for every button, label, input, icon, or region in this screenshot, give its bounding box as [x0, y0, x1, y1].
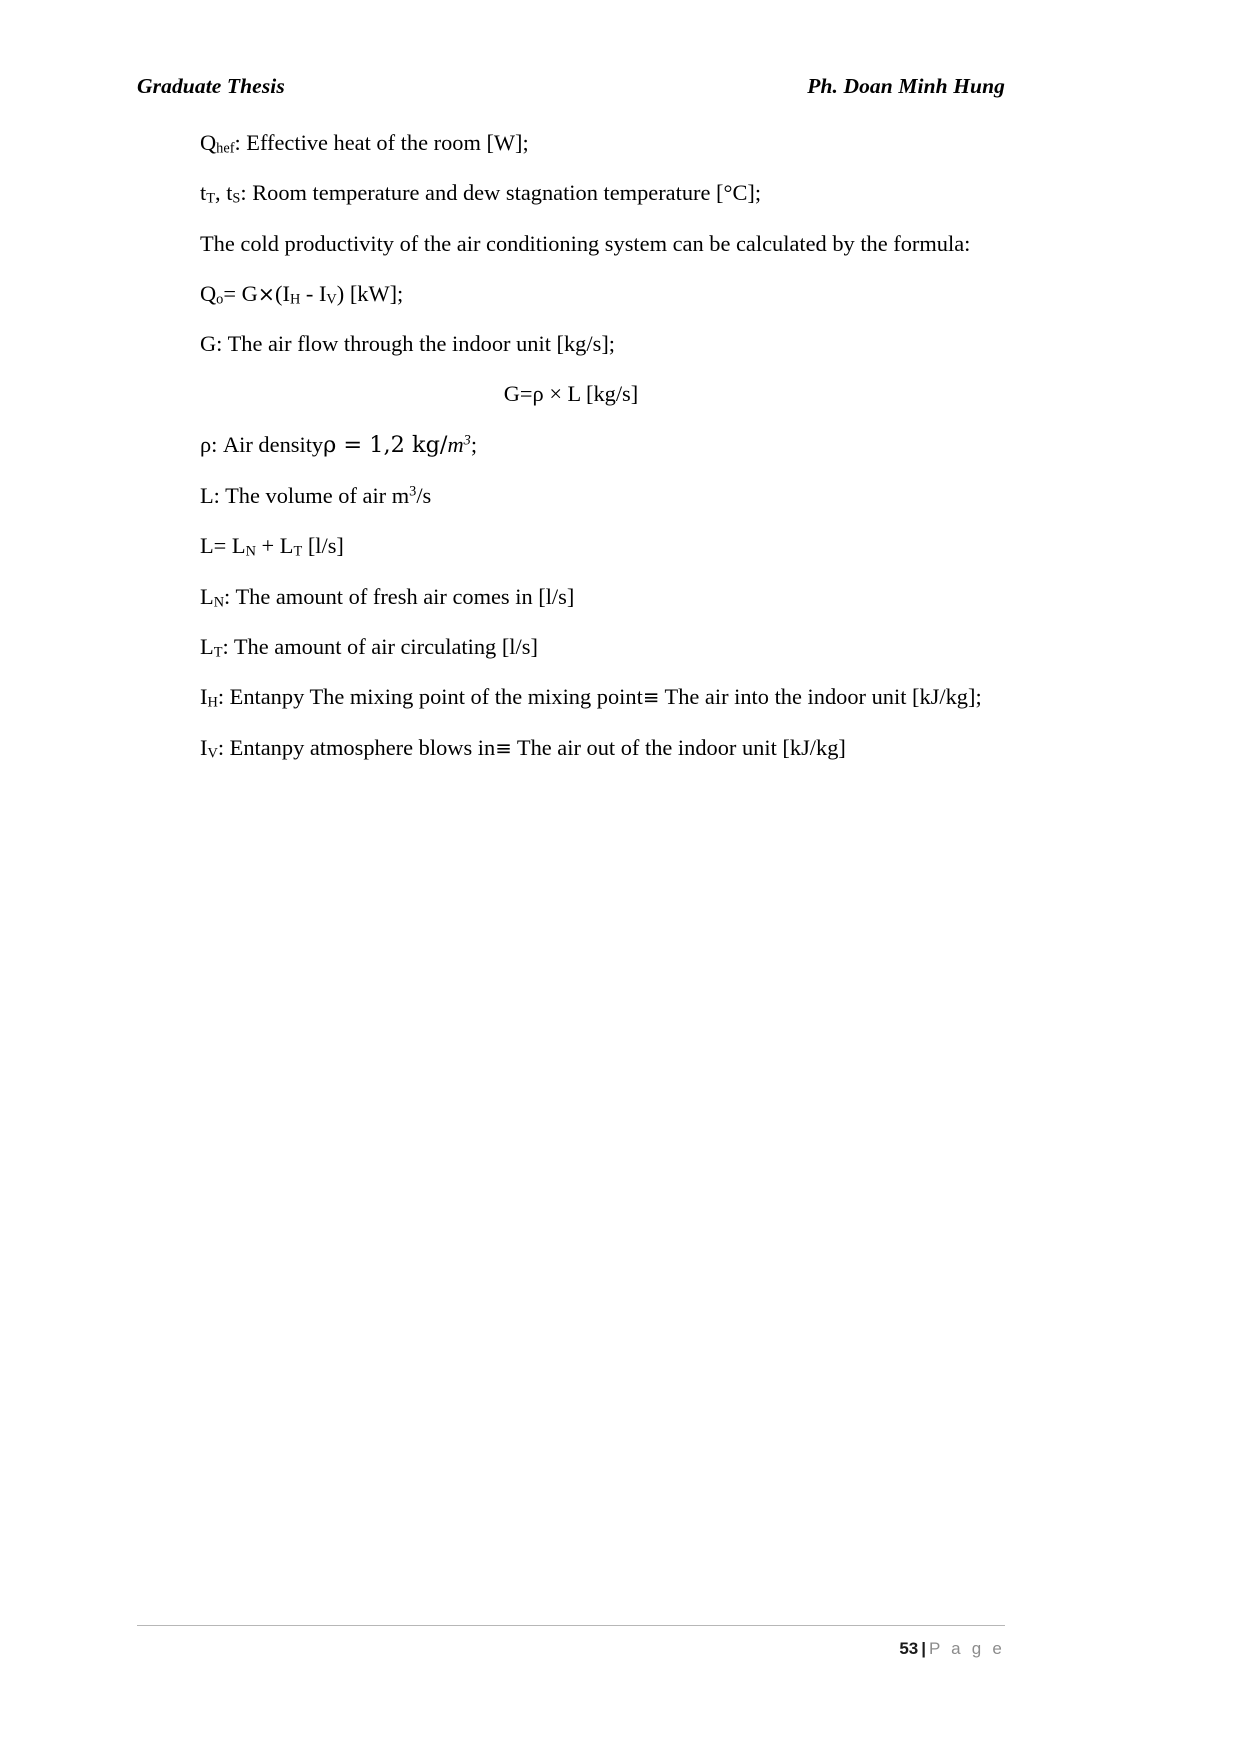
multiply-operator: ×	[257, 281, 276, 306]
line-qhef	[137, 128, 1005, 158]
footer-page-indicator	[137, 1639, 1005, 1659]
eq-G-center: G=ρ × L [kg/s]	[503, 381, 639, 407]
symbol-t1: t	[200, 180, 207, 206]
line-temps	[137, 178, 1005, 208]
line-LN	[137, 582, 1005, 612]
symbol-L-N: L	[200, 583, 214, 609]
eq-q0	[137, 279, 1005, 309]
line-temps-mid: , t	[215, 180, 233, 206]
identical-to-symbol: ≡	[642, 686, 660, 710]
header-right-author: Ph. Doan Minh Hung	[807, 74, 1005, 98]
subscript-hef: hef	[216, 140, 235, 157]
subscript-T2: T	[293, 543, 303, 560]
para-IH	[137, 682, 1005, 712]
symbol-Q: Q	[200, 130, 217, 155]
eq-q0-part2: (I	[275, 280, 290, 306]
line-temps-text: : Room temperature and dew stagnation temperature [°C];	[240, 180, 762, 206]
symbol-I-V: I	[200, 734, 208, 760]
line-L-volume-exponent: 3	[409, 483, 417, 500]
eq-q0-part3: - I	[300, 280, 327, 306]
eq-L-p3: [l/s]	[302, 533, 344, 559]
line-LT-text: : The amount of air circulating [l/s]	[222, 633, 538, 659]
eq-L-p1: L= L	[200, 533, 246, 559]
footer-page-number: 53	[899, 1639, 919, 1658]
eq-q0-part4: ) [kW];	[336, 280, 404, 306]
line-rho-math-italic: m	[447, 431, 464, 457]
running-header	[137, 74, 1005, 99]
subscript-o: o	[216, 291, 224, 308]
para-IV	[137, 733, 1005, 763]
line-qhef-text: : Effective heat of the room [W];	[234, 130, 529, 155]
eq-q0-part1: = G	[223, 280, 258, 306]
subscript-T: T	[206, 190, 215, 207]
line-L-volume	[137, 481, 1005, 511]
footer-separator: |	[921, 1639, 927, 1658]
eq-L	[137, 531, 1005, 561]
line-L-volume-text: L: The volume of air m	[200, 483, 410, 509]
subscript-H: H	[289, 291, 301, 308]
line-LT	[137, 632, 1005, 662]
page-footer	[137, 1625, 1005, 1659]
line-G: G: The air flow through the indoor unit [kg/s];	[200, 331, 615, 357]
subscript-H2: H	[207, 694, 218, 711]
document-body	[137, 128, 1005, 783]
header-left-title: Graduate Thesis	[137, 74, 285, 98]
para-IV-text-before: : Entanpy atmosphere blows in	[217, 734, 496, 760]
subscript-V2: V	[207, 744, 218, 761]
para-IH-text-after: The air into the indoor unit [kJ/kg];	[659, 684, 982, 710]
line-LN-text: : The amount of fresh air comes in [l/s]	[224, 583, 575, 609]
line-L-volume-tail: /s	[416, 483, 432, 509]
symbol-L-T: L	[200, 633, 214, 659]
para-IH-text-before: : Entanpy The mixing point of the mixing point	[217, 684, 643, 710]
para-IV-text-after: The air out of the indoor unit [kJ/kg]	[511, 734, 846, 760]
para-cold-productivity: The cold productivity of the air conditioning system can be calculated by the formula:	[200, 230, 971, 256]
footer-page-word: P a g e	[929, 1639, 1005, 1658]
subscript-S: S	[232, 190, 241, 207]
line-rho-label: ρ: Air density	[200, 431, 324, 457]
subscript-N: N	[245, 543, 256, 560]
subscript-T3: T	[213, 644, 223, 661]
line-rho-tail: ;	[470, 431, 478, 457]
line-rho-math: ρ = 1,2 kg/	[323, 431, 448, 458]
symbol-I-H: I	[200, 684, 208, 710]
symbol-Q0: Q	[200, 280, 217, 306]
identical-to-symbol-2: ≡	[495, 736, 512, 760]
subscript-N2: N	[213, 593, 225, 610]
line-rho-exponent: 3	[463, 432, 471, 449]
line-rho	[137, 430, 1005, 461]
subscript-V: V	[326, 291, 337, 308]
footer-divider	[137, 1625, 1005, 1626]
eq-L-p2: + L	[255, 533, 294, 559]
